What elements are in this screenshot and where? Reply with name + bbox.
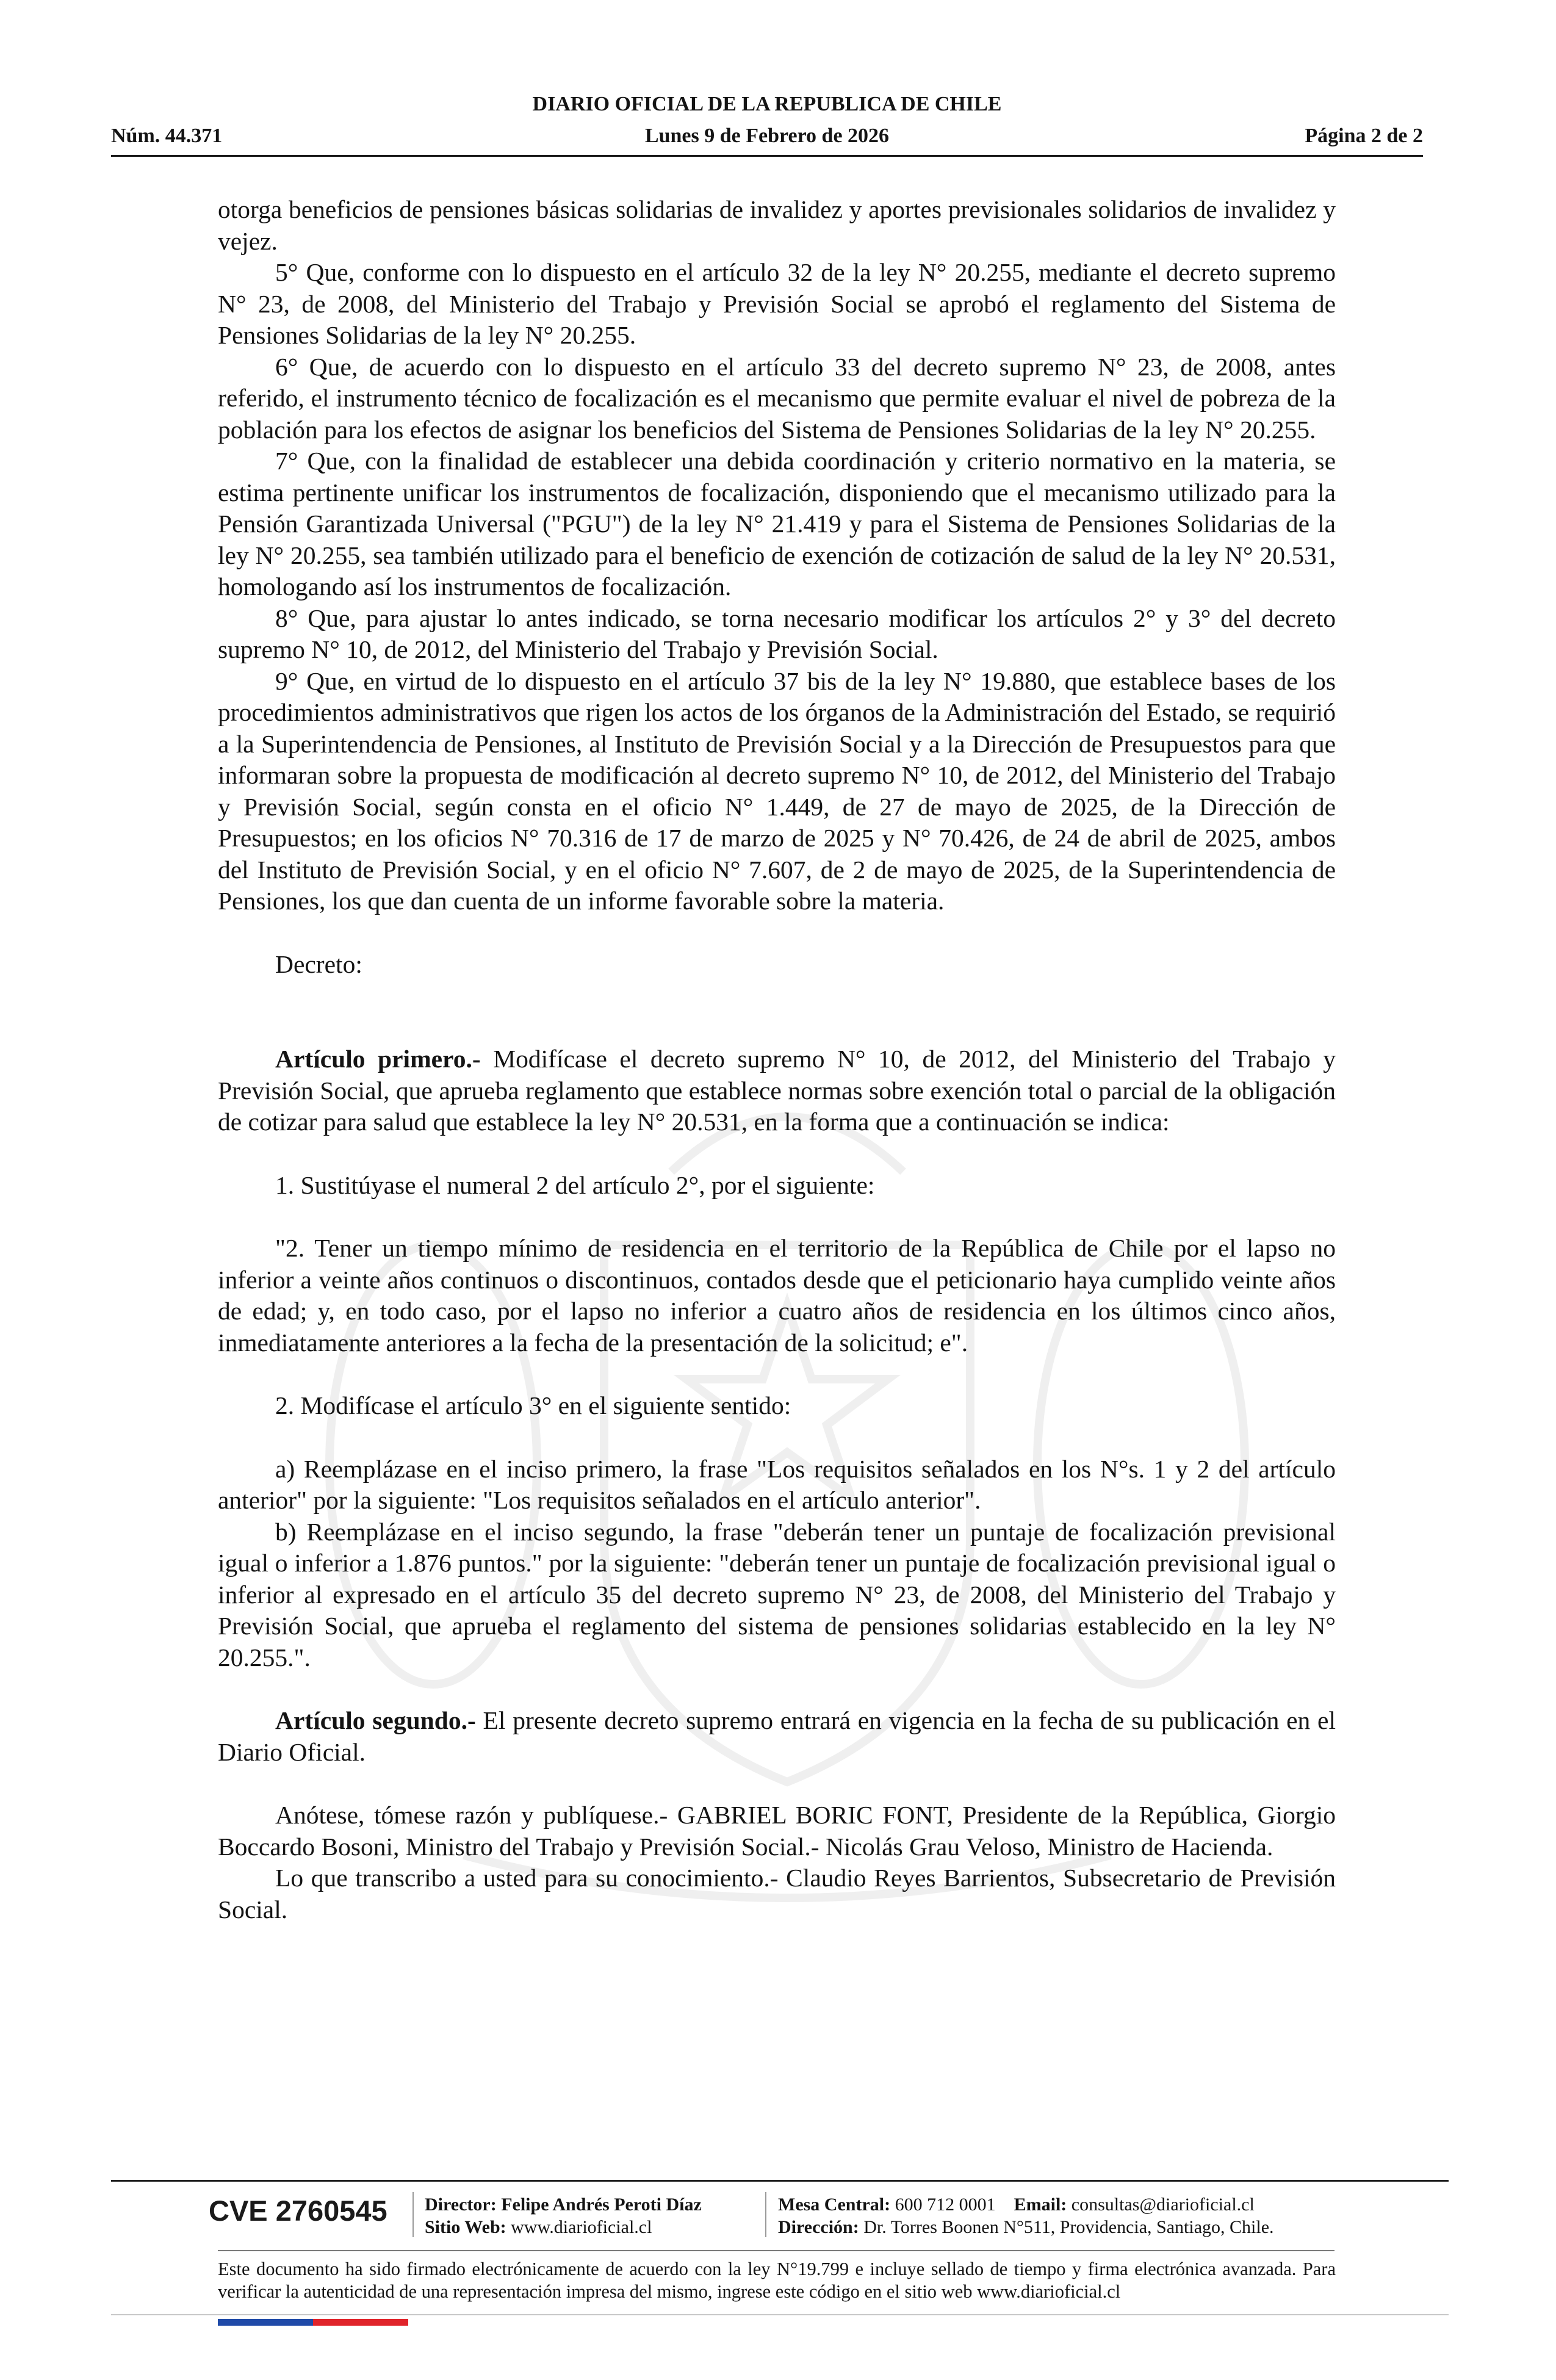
footer-director-block: [425, 2193, 702, 2238]
footer-address: Dirección: Dr. Torres Boonen N°511, Providencia, Santiago, Chile.: [778, 2217, 1274, 2237]
electronic-signature-note: Este documento ha sido firmado electrónicamente de acuerdo con la ley N°19.799 e incluye sellado de tiempo y firma electrónica avanzada. Para verificar la autenticidad de una representación impresa del mismo, ingrese este código en el sitio web www.diarioficial.cl: [218, 2259, 1336, 2302]
footer-separator: [412, 2192, 414, 2237]
footer-contact-block: [778, 2193, 1274, 2238]
publication-title: DIARIO OFICIAL DE LA REPUBLICA DE CHILE: [532, 93, 1002, 115]
article-2-label: Artículo segundo.-: [275, 1706, 476, 1734]
flag-red-segment: [313, 2319, 408, 2326]
bottom-rule: [111, 2314, 1449, 2315]
closing-transcription: Lo que transcribo a usted para su conocimiento.- Claudio Reyes Barrientos, Subsecretario de Previsión Social.: [218, 1864, 1336, 1924]
email-link[interactable]: consultas@diarioficial.cl: [1067, 2194, 1255, 2215]
paragraph-8: 8° Que, para ajustar lo antes indicado, se torna necesario modificar los artículos 2° y 3° del decreto supremo N° 10, de 2012, del Ministerio del Trabajo y Previsión Social.: [218, 604, 1336, 663]
paragraph-intro: otorga beneficios de pensiones básicas solidarias de invalidez y aportes previsionales solidarios de invalidez y vejez.: [218, 195, 1336, 255]
paragraph-5: 5° Que, conforme con lo dispuesto en el artículo 32 de la ley N° 20.255, mediante el decreto supremo N° 23, de 2008, del Ministerio del Trabajo y Previsión Social se aprobó el reglamento del Sistema de Pensiones Solidarias de la ley N° 20.255.: [218, 258, 1336, 349]
paragraph-9: 9° Que, en virtud de lo dispuesto en el artículo 37 bis de la ley N° 19.880, que establece bases de los procedimientos administrativos que rigen los actos de los órganos de la Administración del Estado, se requirió a la Superintendencia de Pensiones, al Instituto de Previsión Social y a la Dirección de Presupuestos para que informaran sobre la propuesta de modificación al decreto supremo N° 10, de 2012, del Ministerio del Trabajo y Previsión Social, según consta en el oficio N° 1.449, de 27 de mayo de 2025, de la Dirección de Presupuestos; en los oficios N° 70.316 de 17 de marzo de 2025 y N° 70.426, de 24 de abril de 2025, ambos del Instituto de Previsión Social, y en el oficio N° 7.607, de 2 de mayo de 2025, de la Superintendencia de Pensiones, los que dan cuenta de un informe favorable sobre la materia.: [218, 666, 1336, 915]
footer-separator: [765, 2192, 766, 2237]
document-body: [218, 194, 1336, 1925]
closing-signatures: Anótese, tómese razón y publíquese.- GABRIEL BORIC FONT, Presidente de la República, Giorgio Boccardo Bosoni, Ministro del Trabajo y Previsión Social.- Nicolás Grau Veloso, Ministro de Hacienda.: [218, 1801, 1336, 1861]
decreto-heading: Decreto:: [275, 950, 362, 978]
flag-blue-segment: [218, 2319, 313, 2326]
publication-date: Lunes 9 de Febrero de 2026: [644, 124, 890, 147]
item-2a: a) Reemplázase en el inciso primero, la frase "Los requisitos señalados en los N°s. 1 y 2 del artículo anterior" por la siguiente: "Los requisitos señalados en el artículo anterior".: [218, 1454, 1336, 1514]
item-2: 2. Modifícase el artículo 3° en el siguiente sentido:: [275, 1391, 791, 1419]
flag-stripe: [218, 2319, 408, 2326]
article-2: [218, 1705, 1336, 1768]
footer-rule-top: [111, 2180, 1449, 2182]
header-rule: [111, 155, 1423, 157]
page-header: [111, 93, 1423, 160]
issue-number: Núm. 44.371: [111, 124, 223, 147]
article-1-text: Modifícase el decreto supremo N° 10, de 2012, del Ministerio del Trabajo y Previsión Social, que aprueba reglamento que establece normas sobre exención total o parcial de la obligación de cotizar para salud que establece la ley N° 20.531, en la forma que a continuación se indica:: [218, 1045, 1336, 1136]
item-1: 1. Sustitúyase el numeral 2 del artículo 2°, por el siguiente:: [275, 1170, 875, 1199]
footer-phone-email: Mesa Central: 600 712 0001 Email: consultas@diarioficial.cl: [778, 2194, 1255, 2215]
item-2b: b) Reemplázase en el inciso segundo, la frase "deberán tener un puntaje de focalización previsional igual o inferior a 1.876 puntos." por la siguiente: "deberán tener un puntaje de focalización previsional igual o inferior al expresado en el artículo 35 del decreto supremo N° 23, de 2008, del Ministerio del Trabajo y Previsión Social, que aprueba el reglamento del sistema de pensiones solidarias establecido en la ley N° 20.255.".: [218, 1517, 1336, 1671]
article-1: [218, 1044, 1336, 1138]
footer-website: Sitio Web: www.diarioficial.cl: [425, 2217, 652, 2237]
paragraph-7: 7° Que, con la finalidad de establecer una debida coordinación y criterio normativo en la materia, se estima pertinente unificar los instrumentos de focalización, disponiendo que el mecanismo utilizado para la Pensión Garantizada Universal ("PGU") de la ley N° 21.419 y para el Sistema de Pensiones Solidarias de la ley N° 20.255, sea también utilizado para el beneficio de exención de cotización de salud de la ley N° 20.531, homologando así los instrumentos de focalización.: [218, 447, 1336, 600]
footer-director: Director: Felipe Andrés Peroti Díaz: [425, 2194, 702, 2215]
paragraph-6: 6° Que, de acuerdo con lo dispuesto en el artículo 33 del decreto supremo N° 23, de 2008, antes referido, el instrumento técnico de focalización es el mecanismo que permite evaluar el nivel de pobreza de la población para los efectos de asignar los beneficios del Sistema de Pensiones Solidarias de la ley N° 20.255.: [218, 352, 1336, 444]
quoted-numeral-2: "2. Tener un tiempo mínimo de residencia en el territorio de la República de Chile por el lapso no inferior a veinte años continuos o discontinuos, contados desde que el peticionario haya cumplido veinte años de edad; y, en todo caso, por el lapso no inferior a cuatro años de residencia en los últimos cinco años, inmediatamente anteriores a la fecha de la presentación de la solicitud; e".: [218, 1234, 1336, 1357]
website-link[interactable]: www.diarioficial.cl: [506, 2217, 652, 2237]
cve-code: CVE 2760545: [209, 2194, 387, 2227]
article-2-text: El presente decreto supremo entrará en vigencia en la fecha de su publicación en el Diario Oficial.: [218, 1706, 1336, 1766]
page-number: Página 2 de 2: [1305, 124, 1423, 147]
footer-rule-mid: [218, 2250, 1334, 2251]
article-1-label: Artículo primero.-: [275, 1045, 481, 1073]
